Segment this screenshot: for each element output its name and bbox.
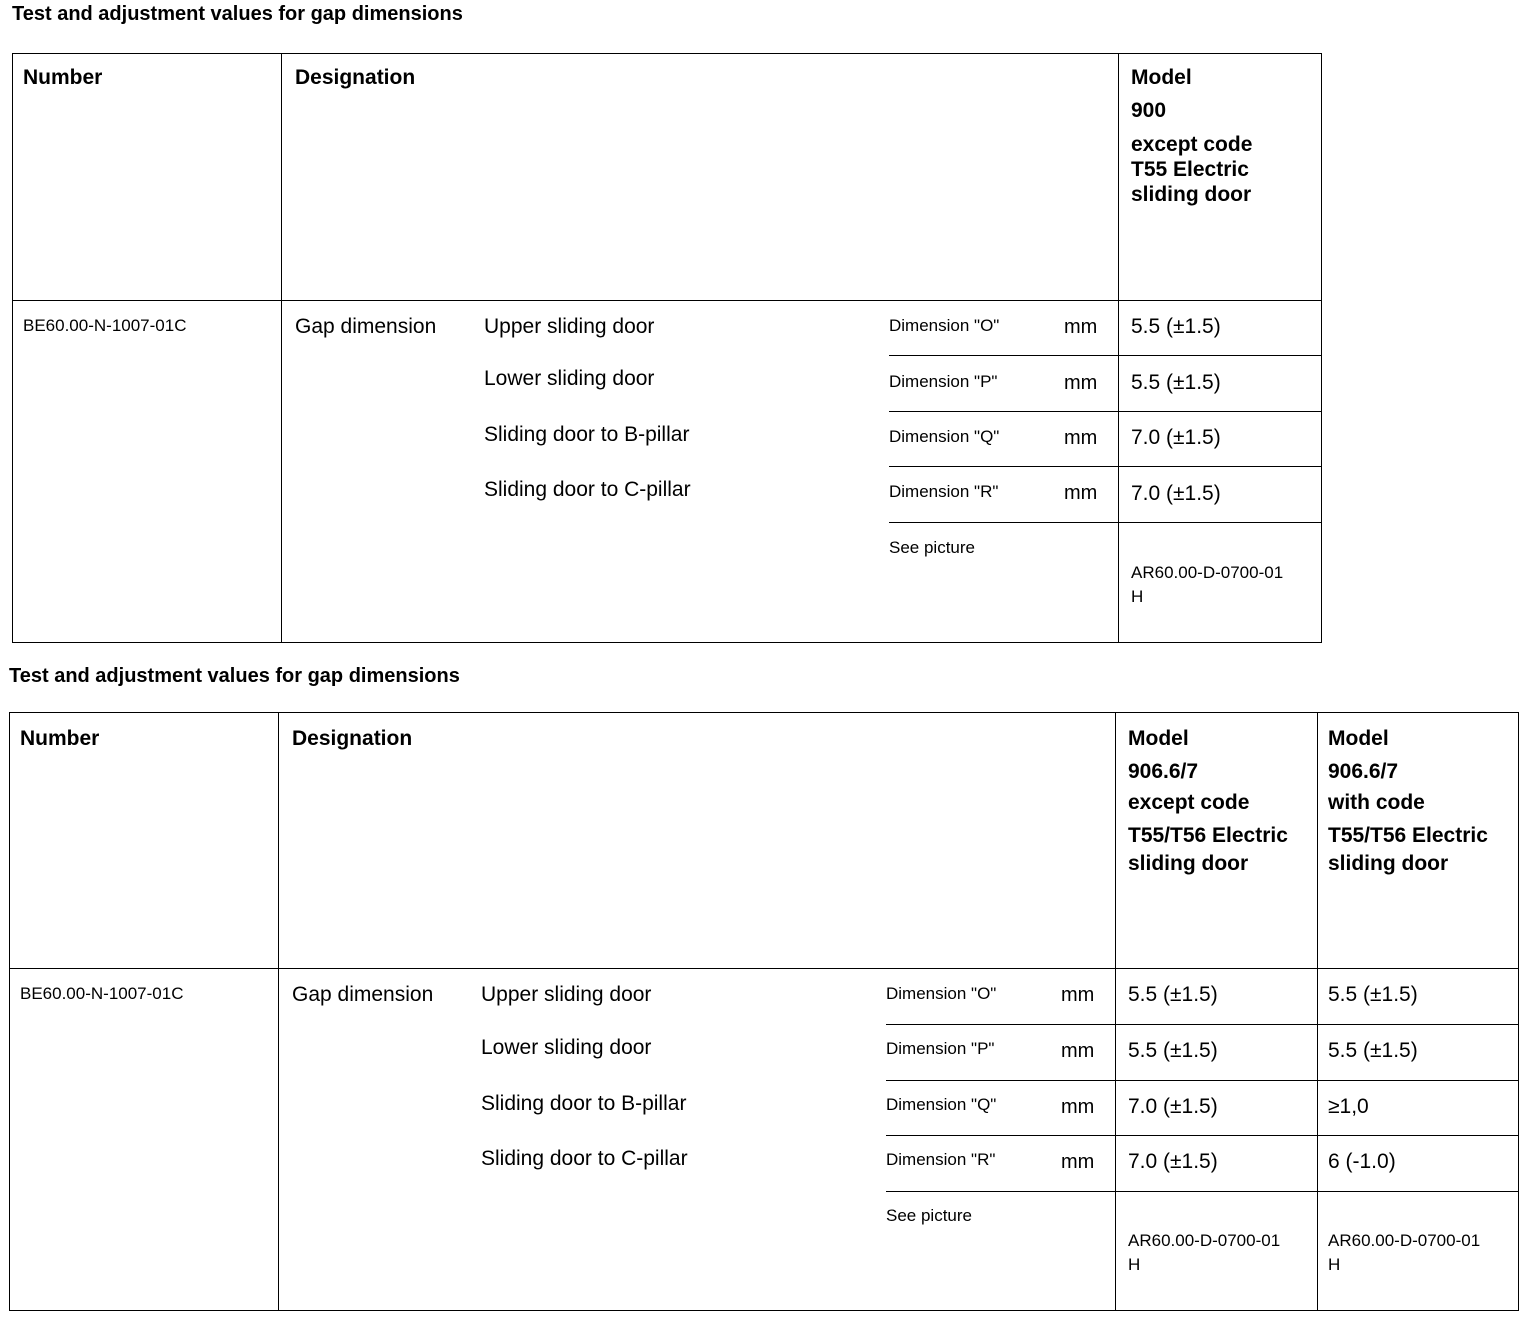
- row-unit: mm: [1064, 482, 1098, 504]
- header-designation: Designation: [292, 727, 413, 750]
- picture-ref: [1131, 561, 1283, 609]
- row-divider: [886, 1135, 1518, 1136]
- row-dimension: Dimension "O": [889, 316, 1000, 335]
- row-value: 5.5 (±1.5): [1328, 1039, 1418, 1062]
- table-2-title: Test and adjustment values for gap dimensions: [9, 665, 460, 687]
- header-number: Number: [20, 727, 100, 750]
- row-dimension: Dimension "R": [886, 1150, 996, 1169]
- designation-label: Gap dimension: [292, 983, 434, 1006]
- header-model-line: sliding door: [1128, 852, 1249, 875]
- see-picture-label: See picture: [886, 1206, 972, 1225]
- part-number: BE60.00-N-1007-01C: [23, 316, 187, 335]
- row-unit: mm: [1061, 1096, 1095, 1118]
- row-item: Sliding door to B-pillar: [481, 1092, 687, 1115]
- picture-ref-line: AR60.00-D-0700-01: [1328, 1231, 1481, 1250]
- picture-ref-line: H: [1128, 1255, 1141, 1274]
- picture-ref-line: H: [1131, 587, 1144, 606]
- row-value: 7.0 (±1.5): [1128, 1095, 1218, 1118]
- row-value: 7.0 (±1.5): [1131, 426, 1221, 449]
- row-value: 5.5 (±1.5): [1328, 983, 1418, 1006]
- see-picture-label: See picture: [889, 538, 975, 557]
- row-divider: [886, 1080, 1518, 1081]
- header-divider: [10, 968, 1518, 969]
- row-item: Lower sliding door: [484, 367, 655, 390]
- divider: [1317, 713, 1318, 1310]
- row-divider: [886, 1024, 1518, 1025]
- header-model-line: Model: [1328, 727, 1389, 750]
- header-number: Number: [23, 66, 103, 89]
- table-2: [9, 712, 1519, 1311]
- header-divider: [13, 300, 1321, 301]
- row-dimension: Dimension "P": [886, 1039, 995, 1058]
- divider: [278, 713, 279, 1310]
- part-number: BE60.00-N-1007-01C: [20, 984, 184, 1003]
- header-model-line: Model: [1128, 727, 1189, 750]
- row-value: 7.0 (±1.5): [1128, 1150, 1218, 1173]
- row-item: Lower sliding door: [481, 1036, 652, 1059]
- designation-label: Gap dimension: [295, 315, 437, 338]
- row-dimension: Dimension "P": [889, 372, 998, 391]
- row-unit: mm: [1061, 984, 1095, 1006]
- picture-ref: [1128, 1229, 1280, 1277]
- row-item: Sliding door to B-pillar: [484, 423, 690, 446]
- row-value: 5.5 (±1.5): [1128, 983, 1218, 1006]
- row-value: 5.5 (±1.5): [1131, 315, 1221, 338]
- table-1-title: Test and adjustment values for gap dimensions: [12, 3, 463, 25]
- header-model-line: except code: [1131, 133, 1253, 156]
- header-designation: Designation: [295, 66, 416, 89]
- header-model-line: Model: [1131, 66, 1192, 89]
- header-model-line: except code: [1128, 791, 1250, 814]
- header-model-line: T55 Electric: [1131, 158, 1249, 181]
- row-dimension: Dimension "O": [886, 984, 997, 1003]
- row-unit: mm: [1061, 1151, 1095, 1173]
- header-model-line: sliding door: [1328, 852, 1449, 875]
- row-unit: mm: [1064, 316, 1098, 338]
- header-model-line: T55/T56 Electric: [1328, 824, 1488, 847]
- row-item: Upper sliding door: [484, 315, 655, 338]
- row-divider: [889, 522, 1321, 523]
- divider: [1118, 54, 1119, 642]
- row-divider: [886, 1191, 1518, 1192]
- row-unit: mm: [1064, 427, 1098, 449]
- row-unit: mm: [1064, 372, 1098, 394]
- row-value: ≥1,0: [1328, 1095, 1369, 1118]
- row-divider: [889, 466, 1321, 467]
- picture-ref-line: AR60.00-D-0700-01: [1128, 1231, 1281, 1250]
- header-model-line: T55/T56 Electric: [1128, 824, 1288, 847]
- row-value: 5.5 (±1.5): [1131, 371, 1221, 394]
- row-divider: [889, 411, 1321, 412]
- header-model-line: 906.6/7: [1128, 760, 1199, 783]
- divider: [281, 54, 282, 642]
- picture-ref-line: AR60.00-D-0700-01: [1131, 563, 1284, 582]
- row-value: 7.0 (±1.5): [1131, 482, 1221, 505]
- row-value: 6 (-1.0): [1328, 1150, 1396, 1173]
- row-item: Sliding door to C-pillar: [484, 478, 691, 501]
- row-dimension: Dimension "Q": [886, 1095, 997, 1114]
- row-dimension: Dimension "R": [889, 482, 999, 501]
- table-1: [12, 53, 1322, 643]
- header-model-line: 906.6/7: [1328, 760, 1399, 783]
- row-divider: [889, 355, 1321, 356]
- row-unit: mm: [1061, 1040, 1095, 1062]
- row-dimension: Dimension "Q": [889, 427, 1000, 446]
- header-model-line: sliding door: [1131, 183, 1252, 206]
- header-model-line: with code: [1328, 791, 1425, 814]
- divider: [1115, 713, 1116, 1310]
- picture-ref-line: H: [1328, 1255, 1341, 1274]
- picture-ref: [1328, 1229, 1480, 1277]
- row-item: Sliding door to C-pillar: [481, 1147, 688, 1170]
- header-model-line: 900: [1131, 99, 1167, 122]
- row-value: 5.5 (±1.5): [1128, 1039, 1218, 1062]
- row-item: Upper sliding door: [481, 983, 652, 1006]
